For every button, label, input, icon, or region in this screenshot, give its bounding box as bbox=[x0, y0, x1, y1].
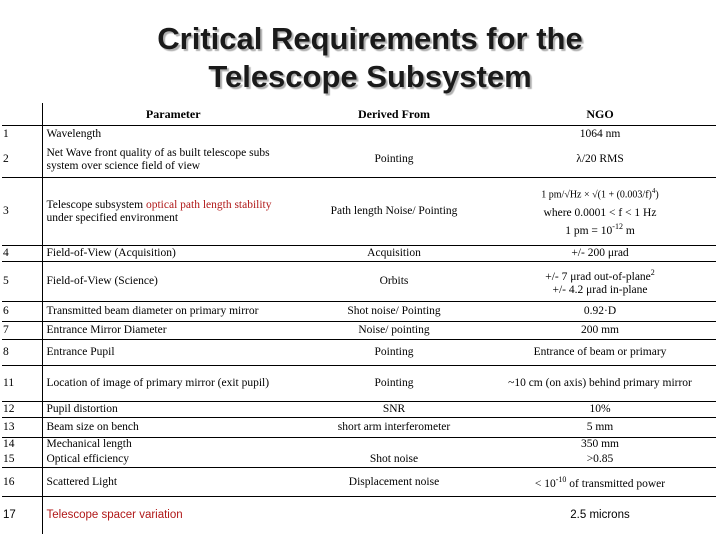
row-number: 12 bbox=[2, 402, 42, 418]
table-row bbox=[2, 366, 716, 402]
row-derived-from bbox=[304, 126, 484, 143]
table-row bbox=[2, 497, 716, 534]
table-row bbox=[2, 302, 716, 322]
row-number: 4 bbox=[2, 246, 42, 262]
row-ngo-value: λ/20 RMS bbox=[576, 153, 624, 166]
row-parameter: Entrance Pupil bbox=[42, 340, 304, 366]
row-derived-from: Shot noise bbox=[369, 452, 419, 465]
frequency-range: where 0.0001 < f < 1 Hz bbox=[543, 207, 657, 220]
row-ngo-value: +/- 200 μrad bbox=[484, 246, 716, 262]
row-parameter: Optical efficiency bbox=[46, 452, 129, 465]
row-ngo-value bbox=[484, 178, 716, 246]
row-number: 8 bbox=[2, 340, 42, 366]
row-number: 2 bbox=[2, 143, 42, 178]
header-parameter: Parameter bbox=[145, 106, 201, 121]
row-derived-from: Displacement noise bbox=[304, 468, 484, 497]
row-derived-from bbox=[304, 438, 484, 452]
table-row bbox=[2, 143, 716, 178]
row-parameter: Pupil distortion bbox=[42, 402, 304, 418]
row-derived-from: Pointing bbox=[374, 153, 414, 166]
header-derived-from: Derived From bbox=[357, 106, 431, 121]
table-row bbox=[2, 262, 716, 302]
header-ngo: NGO bbox=[586, 106, 614, 121]
row-parameter-text: Telescope subsystem bbox=[46, 198, 146, 211]
table-row bbox=[2, 178, 716, 246]
row-number: 5 bbox=[2, 262, 42, 302]
row-number: 1 bbox=[2, 126, 42, 143]
noise-formula: 1 $pm/√Hz \times √(1 + (0.003/f)^4)$ bbox=[541, 186, 659, 201]
row-number: 13 bbox=[2, 418, 42, 438]
row-derived-from: Noise/ pointing bbox=[304, 322, 484, 340]
table-row bbox=[2, 468, 716, 497]
row-parameter bbox=[42, 178, 304, 246]
row-parameter: Scattered Light bbox=[42, 468, 304, 497]
row-parameter-text-end: under specified environment bbox=[46, 211, 179, 224]
row-ngo-value: >0.85 bbox=[586, 452, 614, 465]
row-ngo-value: +/- 7 μrad out-of-plane$^2$ +/- 4.2 μrad in-plane bbox=[484, 262, 716, 302]
row-parameter: Field-of-View (Science) bbox=[42, 262, 304, 302]
row-ngo-value: 1064 nm bbox=[484, 126, 716, 143]
pm-definition: 1 pm = $10^{-12}$ m bbox=[565, 222, 635, 238]
table-header-row bbox=[2, 103, 716, 126]
row-derived-from: Pointing bbox=[304, 366, 484, 402]
table-row bbox=[2, 402, 716, 418]
row-number: 15 bbox=[2, 452, 42, 468]
row-ngo-value: 2.5 microns bbox=[484, 497, 716, 534]
table-row bbox=[2, 322, 716, 340]
slide-title-line-1: Critical Requirements for the bbox=[157, 21, 583, 56]
row-ngo-value: 5 mm bbox=[484, 418, 716, 438]
row-derived-from: SNR bbox=[304, 402, 484, 418]
row-ngo-value: Entrance of beam or primary bbox=[484, 340, 716, 366]
row-ngo-value: 10% bbox=[484, 402, 716, 418]
row-derived-from: Pointing bbox=[304, 340, 484, 366]
row-parameter: Mechanical length bbox=[42, 438, 304, 452]
row-parameter-highlight: optical path length stability bbox=[145, 198, 272, 211]
row-derived-from: Acquisition bbox=[304, 246, 484, 262]
row-number: 6 bbox=[2, 302, 42, 322]
slide-title bbox=[100, 20, 640, 96]
row-ngo-value: ~10 cm (on axis) behind primary mirror bbox=[484, 366, 716, 402]
row-ngo-value: 350 mm bbox=[484, 438, 716, 452]
row-number: 14 bbox=[2, 438, 42, 452]
row-number: 17 bbox=[2, 497, 42, 534]
row-ngo-value: 0.92·D bbox=[484, 302, 716, 322]
row-number: 7 bbox=[2, 322, 42, 340]
row-number: 3 bbox=[2, 178, 42, 246]
requirements-table bbox=[2, 103, 716, 534]
row-parameter: Transmitted beam diameter on primary mirror bbox=[42, 302, 304, 322]
row-ngo-value: 200 mm bbox=[484, 322, 716, 340]
row-derived-from bbox=[304, 497, 484, 534]
table-row bbox=[2, 418, 716, 438]
header-number bbox=[2, 103, 42, 126]
row-number: 11 bbox=[2, 366, 42, 402]
table-row bbox=[2, 438, 716, 452]
table-row bbox=[2, 126, 716, 143]
row-derived-from: Shot noise/ Pointing bbox=[304, 302, 484, 322]
row-parameter: Net Wave front quality of as built telescope subs system over science field of view bbox=[46, 146, 270, 172]
row-parameter: Field-of-View (Acquisition) bbox=[42, 246, 304, 262]
row-parameter: Entrance Mirror Diameter bbox=[42, 322, 304, 340]
table-row bbox=[2, 246, 716, 262]
row-parameter: Location of image of primary mirror (exit pupil) bbox=[42, 366, 304, 402]
row-parameter: Wavelength bbox=[42, 126, 304, 143]
row-ngo-value: < $10^{-10}$ of transmitted power bbox=[484, 468, 716, 497]
row-number: 16 bbox=[2, 468, 42, 497]
slide-title-line-2: Telescope Subsystem bbox=[208, 59, 532, 94]
row-parameter: Telescope spacer variation bbox=[42, 497, 304, 534]
row-derived-from: short arm interferometer bbox=[304, 418, 484, 438]
row-parameter: Beam size on bench bbox=[42, 418, 304, 438]
table-row bbox=[2, 452, 716, 468]
row-derived-from: Orbits bbox=[304, 262, 484, 302]
table-row bbox=[2, 340, 716, 366]
row-derived-from: Path length Noise/ Pointing bbox=[304, 178, 484, 246]
